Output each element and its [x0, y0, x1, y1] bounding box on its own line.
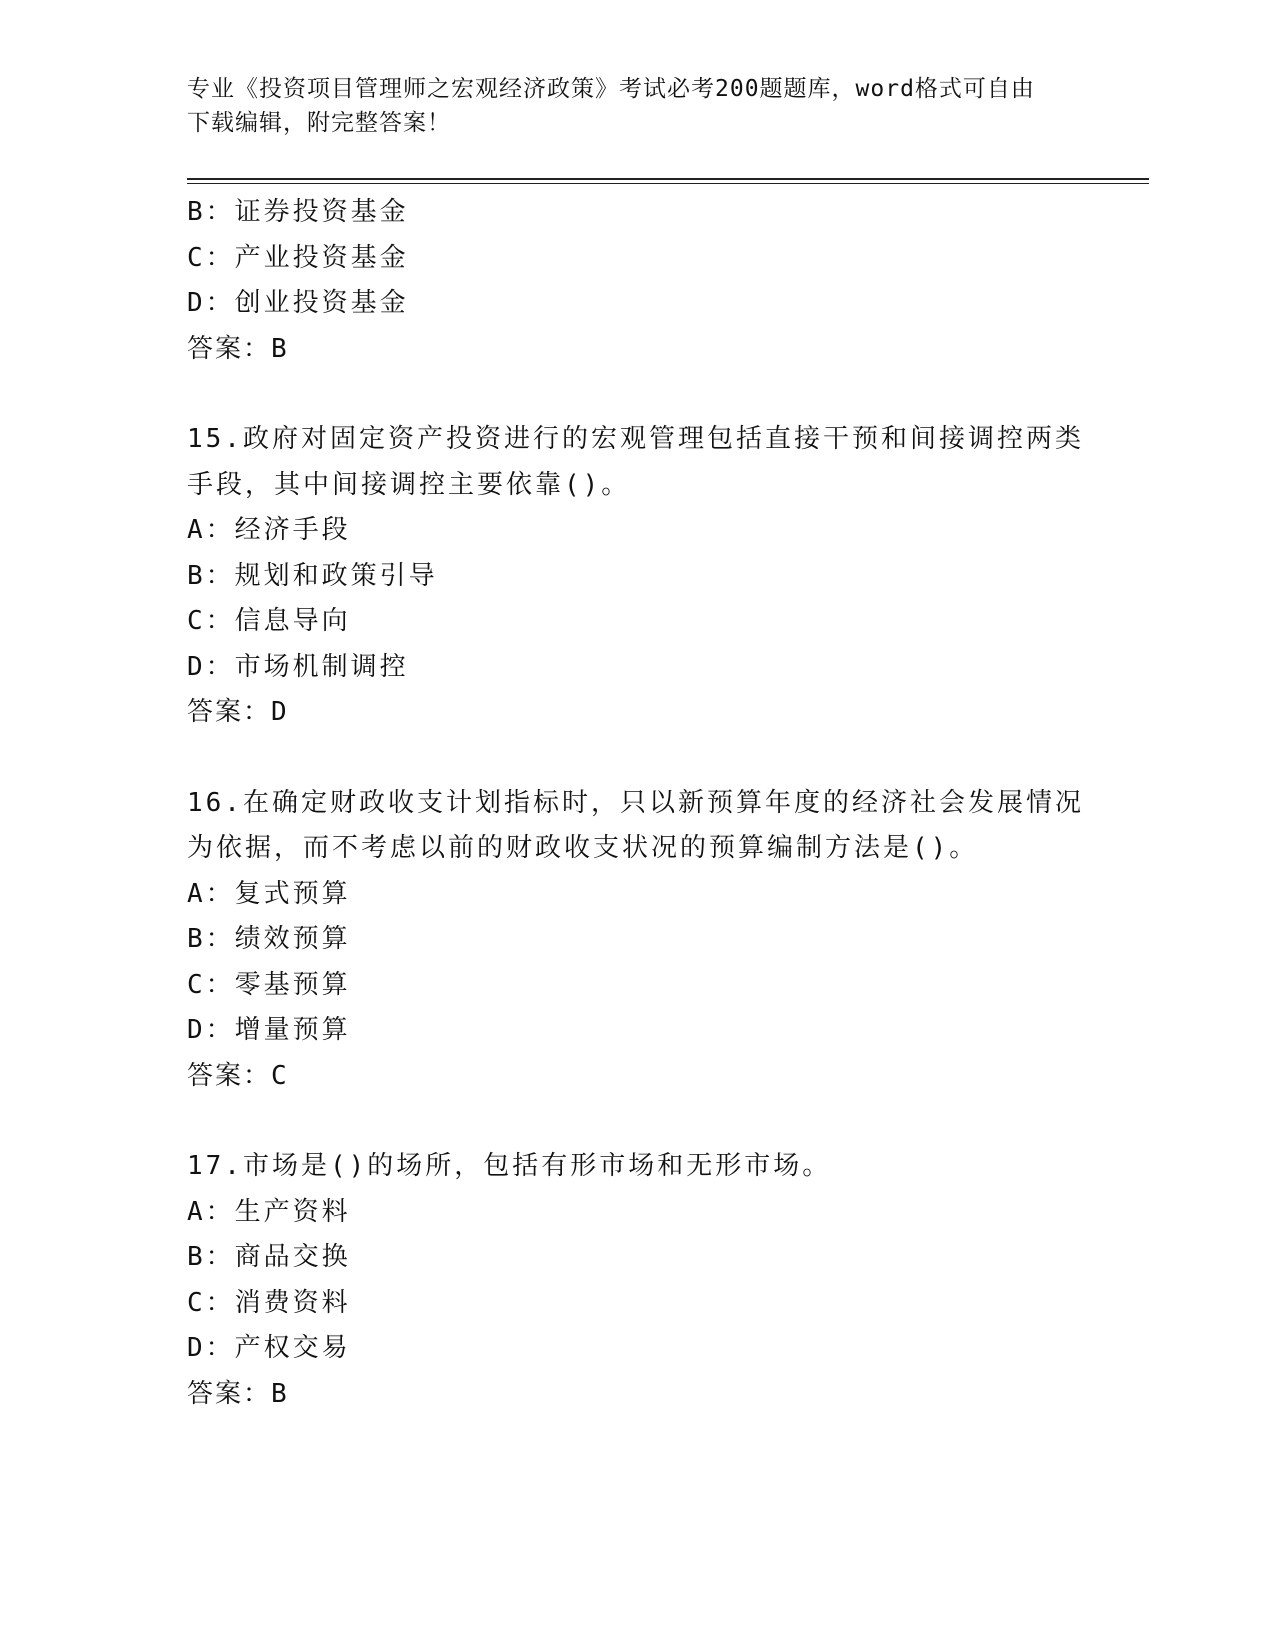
question-text: 为依据，而不考虑以前的财政收支状况的预算编制方法是()。	[187, 833, 979, 863]
document-body	[187, 190, 1087, 1417]
answer-line: 答案：D	[187, 697, 289, 727]
question-block	[187, 781, 1087, 1100]
option-line: C：产业投资基金	[187, 242, 409, 273]
document-header	[187, 72, 1067, 140]
option-line: B：商品交换	[187, 1242, 351, 1272]
option-line: A：生产资料	[187, 1196, 351, 1227]
answer-line: 答案：B	[187, 333, 289, 364]
spacer	[187, 736, 1087, 781]
header-line: 专业《投资项目管理师之宏观经济政策》考试必考200题题库，word格式可自由	[187, 76, 1035, 102]
option-line: B：证券投资基金	[187, 197, 409, 227]
spacer	[187, 1099, 1087, 1144]
option-line: D：创业投资基金	[187, 288, 409, 318]
option-line: D：增量预算	[187, 1015, 351, 1045]
question-text: 17.市场是()的场所，包括有形市场和无形市场。	[187, 1151, 832, 1181]
question-block	[187, 417, 1087, 736]
option-line: D：市场机制调控	[187, 651, 409, 682]
option-line: A：经济手段	[187, 515, 351, 545]
option-line: D：产权交易	[187, 1333, 351, 1363]
spacer	[187, 372, 1087, 417]
option-line: C：消费资料	[187, 1287, 351, 1318]
option-line: C：零基预算	[187, 969, 351, 1000]
header-line: 下载编辑，附完整答案！	[187, 110, 451, 136]
option-line: B：绩效预算	[187, 924, 351, 954]
option-line: B：规划和政策引导	[187, 560, 438, 591]
question-block	[187, 1144, 1087, 1417]
header-divider	[187, 178, 1149, 180]
question-text: 16.在确定财政收支计划指标时，只以新预算年度的经济社会发展情况	[187, 787, 1084, 818]
header-divider	[187, 183, 1149, 184]
question-text: 15.政府对固定资产投资进行的宏观管理包括直接干预和间接调控两类	[187, 424, 1084, 454]
option-line: A：复式预算	[187, 878, 351, 909]
prev-question-block	[187, 190, 1087, 372]
option-line: C：信息导向	[187, 606, 351, 636]
answer-line: 答案：B	[187, 1378, 289, 1409]
answer-line: 答案：C	[187, 1060, 289, 1091]
question-text: 手段，其中间接调控主要依靠()。	[187, 469, 631, 500]
